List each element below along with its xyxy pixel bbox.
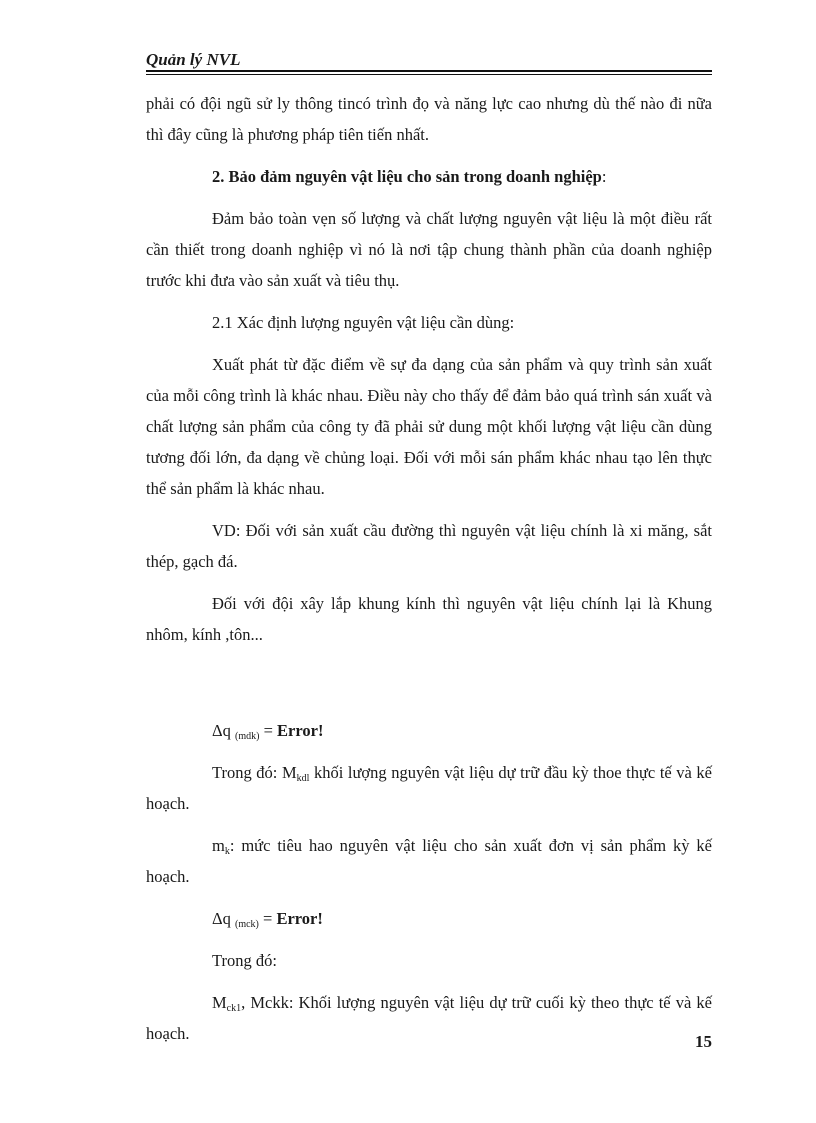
header-rule-thick xyxy=(146,70,712,72)
formula-mdk-result: Error! xyxy=(277,721,324,740)
header-rule-thin xyxy=(146,74,712,75)
definition-mk-text-b: : mức tiêu hao nguyên vật liệu cho sản xuất đơn vị sản phẩm kỳ kế hoạch. xyxy=(146,836,712,886)
blank-gap xyxy=(146,661,712,715)
paragraph-example: VD: Đối với sản xuất cầu đường thì nguyên vật liệu chính là xi măng, sắt thép, gạch đá. xyxy=(146,521,712,571)
page-header xyxy=(146,50,712,75)
formula-mdk-equals: = xyxy=(263,721,273,740)
page-number: 15 xyxy=(695,1032,712,1051)
definition-mkdl-subscript: kdl xyxy=(296,773,310,784)
formula-mck-result: Error! xyxy=(276,909,323,928)
paragraph-continuation: phải có đội ngũ sử ly thông tincó trình đọ và năng lực cao nhưng dù thế nào đi nữa thì đây cũng là phương pháp tiên tiến nhất. xyxy=(146,94,712,144)
paragraph-origin: Xuất phát từ đặc điểm về sự đa dạng của sản phẩm và quy trình sản xuất của mỗi công trình là khác nhau. Điều này cho thấy để đảm bảo quá trình sán xuất và chất lượng sản phẩm của công ty đã phải sử dung một khối lượng vật liệu cần dùng tương đối lớn, đa dạng về chủng loại. Đối với mỗi sán phẩm khác nhau tạo lên thực thể sản phẩm là khác nhau. xyxy=(146,355,712,498)
formula-mdk-subscript: (mdk) xyxy=(235,731,260,742)
formula-mck-delta: Δq xyxy=(212,909,231,928)
definition-mck1-text-b: , Mckk: Khối lượng nguyên vật liệu dự trữ cuối kỳ theo thực tế và kế hoạch. xyxy=(146,993,712,1043)
definition-where: Trong đó: xyxy=(212,951,277,970)
definition-mk-text-a: m xyxy=(212,836,225,855)
definition-mck1-subscript: ck1 xyxy=(226,1003,242,1014)
definition-mk-subscript: k xyxy=(224,846,230,857)
section-heading-2 xyxy=(146,161,712,192)
formula-mck-subscript: (mck) xyxy=(235,919,259,930)
page-content xyxy=(146,88,712,1060)
formula-mck xyxy=(146,903,712,934)
section-heading-2-text: 2. Bảo đảm nguyên vật liệu cho sản trong doanh nghiệp xyxy=(212,167,602,186)
definition-mk xyxy=(146,830,712,892)
definition-mkdl xyxy=(146,757,712,819)
formula-mdk-delta: Δq xyxy=(212,721,231,740)
definition-mkdl-text-b: khối lượng nguyên vật liệu dự trữ đầu kỳ thoe thực tế và kế hoạch. xyxy=(146,763,712,813)
section-heading-2-1: 2.1 Xác định lượng nguyên vật liệu cần dùng: xyxy=(212,313,515,332)
header-title: Quản lý NVL xyxy=(146,50,241,69)
paragraph-frame-glass: Đối với đội xây lắp khung kính thì nguyên vật liệu chính lại là Khung nhôm, kính ,tôn... xyxy=(146,594,712,644)
formula-mck-equals: = xyxy=(263,909,273,928)
definition-mkdl-text-a: Trong đó: M xyxy=(212,763,297,782)
section-heading-2-colon: : xyxy=(601,167,607,186)
definition-mck1-text-a: M xyxy=(212,993,227,1012)
formula-mdk xyxy=(146,715,712,746)
paragraph-ensure-materials: Đảm bảo toàn vẹn số lượng và chất lượng nguyên vật liệu là một điều rất cần thiết trong doanh nghiệp vì nó là nơi tập chung thành phần của doanh nghiệp trước khi đưa vào sản xuất và tiêu thụ. xyxy=(146,209,712,290)
